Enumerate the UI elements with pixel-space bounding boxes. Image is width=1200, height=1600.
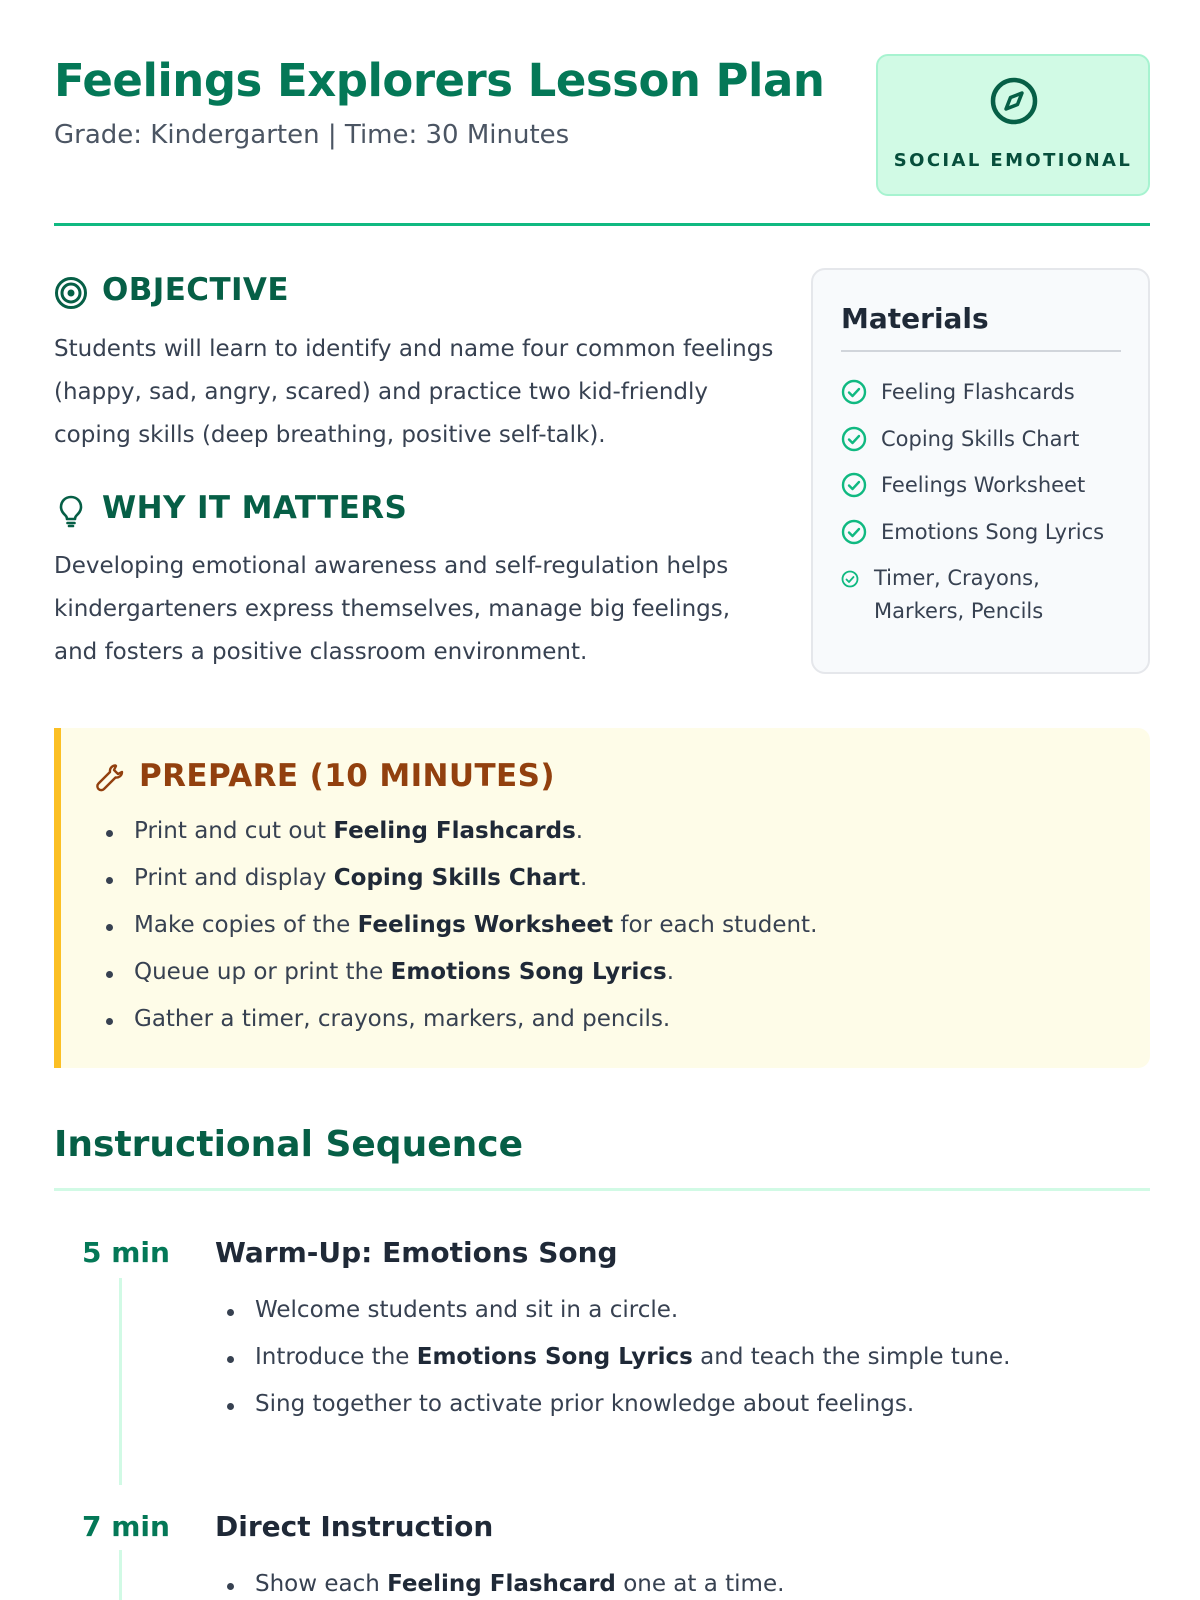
timeline-connector [119,1550,122,1600]
material-label: Feeling Flashcards [881,380,1075,404]
materials-card [811,268,1150,674]
sequence-divider [54,1188,1150,1191]
prepare-box [54,728,1150,1068]
list-item: Print and display Coping Skills Chart. [134,863,817,910]
timeline-connector [119,1278,122,1485]
material-label: Emotions Song Lyrics [881,520,1105,544]
materials-divider [841,350,1121,352]
material-label-line1: Timer, Crayons, [874,566,1040,590]
lesson-plan-page [54,0,1150,1600]
step-list [255,1569,784,1600]
step-title: Warm-Up: Emotions Song [215,1236,618,1269]
check-circle-icon [841,570,859,588]
check-circle-icon [841,472,867,498]
list-item: Welcome students and sit in a circle. [255,1295,1010,1342]
prepare-list [134,816,817,1051]
list-item: Sing together to activate prior knowledge about feelings. [255,1389,1010,1436]
check-circle-icon [841,379,867,405]
prepare-label: PREPARE (10 MINUTES) [139,758,555,794]
why-text: Developing emotional awareness and self-regulation helps kindergarteners express themselves, manage big feelings, and fosters a positive classroom environment. [54,553,731,665]
list-item: Show each Feeling Flashcard one at a time. [255,1569,784,1600]
list-item: Introduce the Emotions Song Lyrics and teach the simple tune. [255,1342,1010,1389]
step-time: 5 min [82,1236,170,1269]
step-list [255,1295,1010,1436]
list-item: Print and cut out Feeling Flashcards. [134,816,817,863]
why-label: WHY IT MATTERS [102,490,408,526]
material-label-line2: Markers, Pencils [874,599,1044,623]
list-item: Make copies of the Feelings Worksheet for each student. [134,910,817,957]
compass-icon [989,76,1039,126]
lightbulb-icon [54,494,88,528]
target-icon [54,276,88,310]
materials-title: Materials [841,302,989,335]
page-subtitle: Grade: Kindergarten | Time: 30 Minutes [54,120,570,150]
lesson-header [54,54,1150,226]
material-label: Feelings Worksheet [881,473,1086,497]
category-badge [876,54,1150,196]
sequence-title: Instructional Sequence [54,1124,524,1165]
list-item: Gather a timer, crayons, markers, and pencils. [134,1004,817,1051]
list-item: Queue up or print the Emotions Song Lyrics. [134,957,817,1004]
wrench-icon [93,761,127,795]
check-circle-icon [841,426,867,452]
page-title: Feelings Explorers Lesson Plan [54,54,825,107]
objective-label: OBJECTIVE [102,272,289,308]
badge-label: SOCIAL EMOTIONAL [893,150,1133,171]
step-time: 7 min [82,1510,170,1543]
objective-text: Students will learn to identify and name four common feelings (happy, sad, angry, scared) and practice two kid-friendly coping skills (deep breathing, positive self-talk). [54,336,774,448]
check-circle-icon [841,519,867,545]
step-title: Direct Instruction [215,1510,494,1543]
material-label: Coping Skills Chart [881,427,1080,451]
